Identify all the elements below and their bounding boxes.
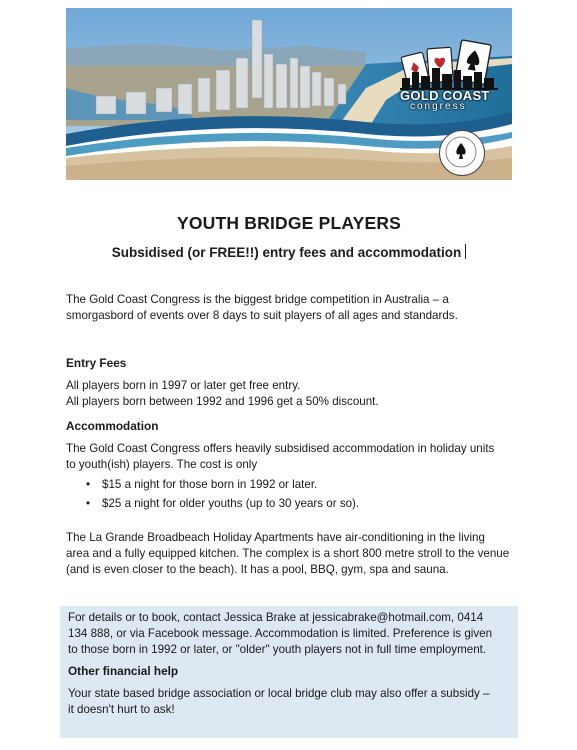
apartments-line: The La Grande Broadbeach Holiday Apartments have air-conditioning in the living — [66, 531, 485, 544]
gold-coast-congress-logo — [396, 38, 508, 112]
contact-line: 134 888, or via Facebook message. Accommodation is limited. Preference is given — [68, 627, 493, 640]
intro-line: smorgasbord of events over 8 days to suit players of all ages and standards. — [66, 309, 458, 322]
banner-image — [66, 8, 512, 180]
spade-seal-icon — [439, 130, 483, 174]
playing-cards-icon — [396, 38, 508, 90]
entry-fees-line: All players born between 1992 and 1996 get a 50% discount. — [66, 395, 379, 408]
logo-text-gold-coast: GOLD COAST — [400, 88, 490, 103]
accommodation-line: The Gold Coast Congress offers heavily subsidised accommodation in holiday units — [66, 442, 495, 455]
entry-fees-line: All players born in 1997 or later get free entry. — [66, 379, 301, 392]
subtitle-text: Subsidised (or FREE!!) entry fees and accommodation — [111, 245, 462, 260]
accommodation-line: to youth(ish) players. The cost is only — [66, 458, 258, 471]
text-cursor — [465, 244, 466, 259]
contact-paragraph — [68, 610, 514, 658]
entry-fees-heading: Entry Fees — [66, 356, 127, 370]
apartments-line: (and is even closer to the beach). It has a pool, BBQ, gym, spa and sauna. — [66, 563, 449, 576]
logo-text-congress: congress — [410, 101, 467, 112]
contact-line: to those born in 1992 or later, or "older" youth players not in full time employment. — [68, 643, 487, 656]
apartments-line: area and a fully equipped kitchen. The complex is a short 800 metre stroll to the venue — [66, 547, 510, 560]
accommodation-paragraph — [66, 441, 512, 473]
list-item: • $25 a night for older youths (up to 30 years or so). — [84, 496, 359, 515]
accommodation-heading: Accommodation — [66, 419, 159, 433]
apartments-paragraph — [66, 530, 512, 578]
financial-help-paragraph — [68, 686, 514, 718]
financial-line: Your state based bridge association or local bridge club may also offer a subsidy – — [68, 687, 490, 700]
page-subtitle — [66, 244, 512, 260]
entry-fees-paragraph — [66, 378, 512, 410]
contact-info-box — [60, 606, 518, 738]
financial-line: it doesn't hurt to ask! — [68, 703, 175, 716]
intro-paragraph — [66, 292, 512, 324]
page-title: YOUTH BRIDGE PLAYERS — [176, 213, 402, 233]
accommodation-cost-list — [84, 477, 359, 515]
queensland-bridge-association-seal — [439, 130, 485, 176]
list-item: • $15 a night for those born in 1992 or later. — [84, 477, 359, 496]
contact-line: For details or to book, contact Jessica Brake at jessicabrake@hotmail.com, 0414 — [68, 611, 484, 624]
intro-line: The Gold Coast Congress is the biggest bridge competition in Australia – a — [66, 293, 449, 306]
financial-help-heading: Other financial help — [68, 664, 179, 678]
